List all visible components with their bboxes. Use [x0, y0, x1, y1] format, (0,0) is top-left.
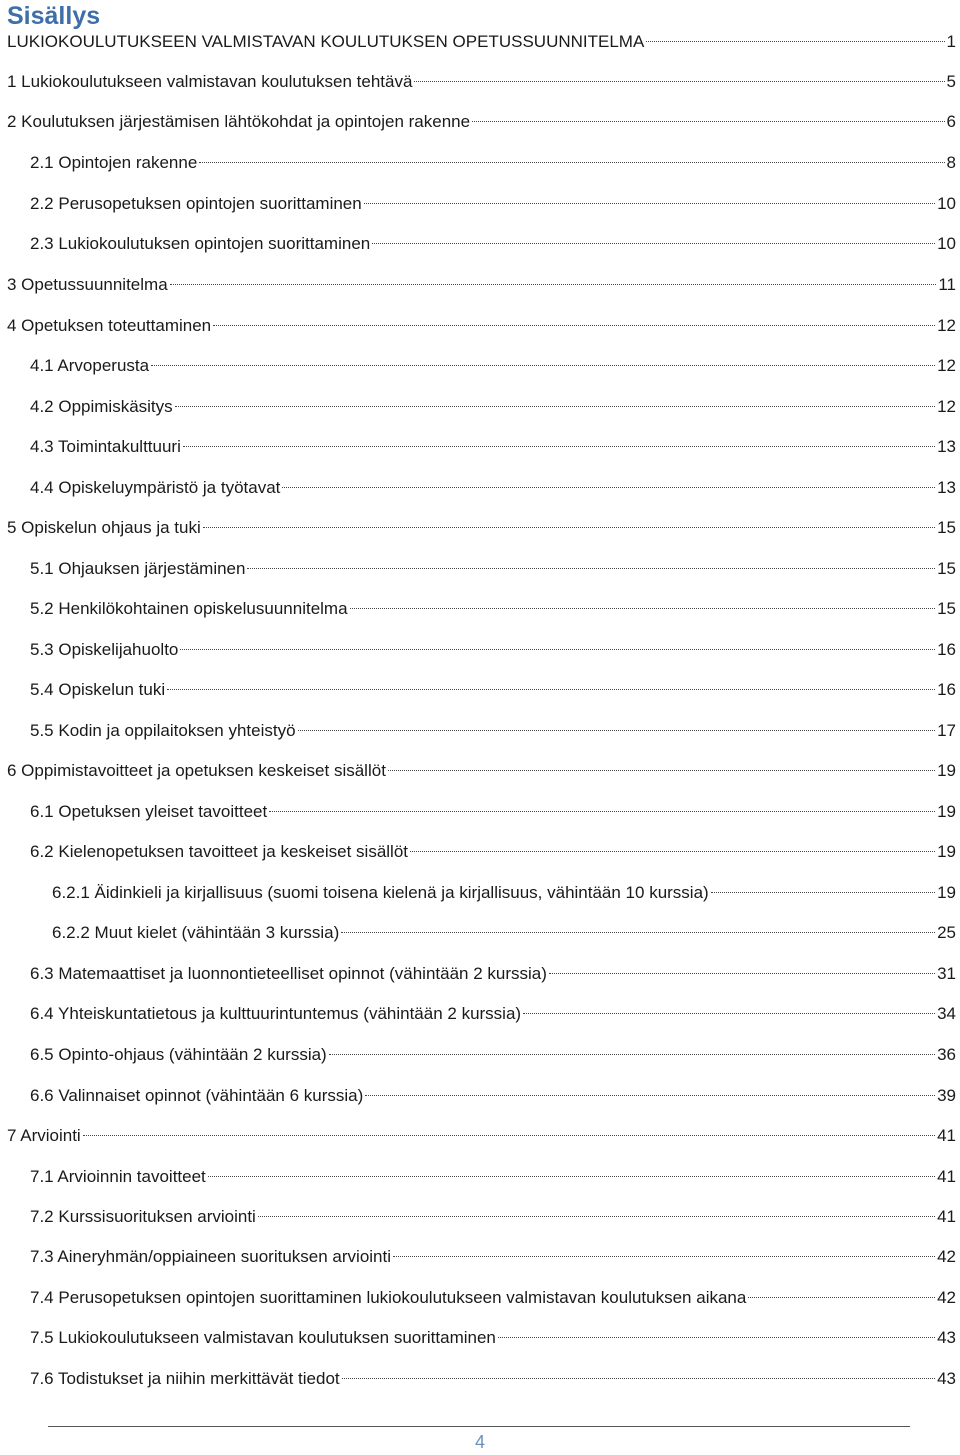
toc-entry-label: 2.2 Perusopetuksen opintojen suorittaminen: [30, 194, 362, 213]
toc-entry-page: 15: [937, 559, 956, 578]
dot-leader: [388, 770, 935, 771]
toc-entry-page: 6: [946, 112, 956, 131]
toc-entry-page: 36: [937, 1045, 956, 1064]
dot-leader: [748, 1297, 935, 1298]
toc-entry-label: 6.3 Matemaattiset ja luonnontieteelliset opinnot (vähintään 2 kurssia): [30, 964, 547, 983]
toc-entry[interactable]: [30, 840, 956, 864]
toc-entry-label: 6.6 Valinnaiset opinnot (vähintään 6 kurssia): [30, 1086, 364, 1105]
toc-entry-label: 6.2.1 Äidinkieli ja kirjallisuus (suomi toisena kielenä ja kirjallisuus, vähintään 10 kurssia): [52, 883, 709, 902]
dot-leader: [350, 608, 936, 609]
toc-entry-page: 11: [938, 275, 956, 294]
toc-entry-page: 25: [937, 923, 956, 942]
dot-leader: [170, 284, 937, 285]
dot-leader: [180, 649, 935, 650]
dot-leader: [208, 1176, 935, 1177]
toc-entry[interactable]: [30, 1084, 956, 1108]
toc-entry[interactable]: [7, 30, 956, 54]
toc-entry-page: 39: [937, 1086, 956, 1105]
dot-leader: [342, 1378, 935, 1379]
toc-entry-page: 43: [937, 1369, 956, 1388]
toc-entry-page: 19: [937, 842, 956, 861]
dot-leader: [329, 1054, 935, 1055]
toc-entry[interactable]: [30, 1326, 956, 1350]
footer-rule: [48, 1426, 910, 1427]
toc-entry[interactable]: [7, 70, 956, 94]
toc-entry-label: 7.4 Perusopetuksen opintojen suorittaminen lukiokoulutukseen valmistavan koulutuksen aikana: [30, 1288, 747, 1307]
dot-leader: [472, 121, 944, 122]
toc-entry-page: 31: [937, 964, 956, 983]
dot-leader: [151, 365, 935, 366]
dot-leader: [298, 730, 936, 731]
toc-entry-label: 5.4 Opiskelun tuki: [30, 680, 166, 699]
toc-entry[interactable]: [30, 962, 956, 986]
toc-entry-label: 3 Opetussuunnitelma: [7, 275, 168, 294]
toc-entry[interactable]: [7, 314, 956, 338]
toc-entry-label: 7.6 Todistukset ja niihin merkittävät tiedot: [30, 1369, 340, 1388]
toc-entry[interactable]: [30, 232, 956, 256]
toc-entry-page: 12: [937, 397, 956, 416]
toc-entry-label: 6.2.2 Muut kielet (vähintään 3 kurssia): [52, 923, 340, 942]
toc-entry-label: 6.4 Yhteiskuntatietous ja kulttuurintuntemus (vähintään 2 kurssia): [30, 1004, 522, 1023]
toc-entry-label: 2.3 Lukiokoulutuksen opintojen suorittaminen: [30, 234, 371, 253]
toc-entry-label: 4.2 Oppimiskäsitys: [30, 397, 173, 416]
toc-entry-page: 42: [937, 1247, 956, 1266]
toc-entry-page: 19: [937, 883, 956, 902]
toc-entry[interactable]: [30, 1165, 956, 1189]
dot-leader: [203, 527, 935, 528]
toc-entry[interactable]: [30, 435, 956, 459]
dot-leader: [393, 1256, 935, 1257]
toc-entry-page: 19: [937, 761, 956, 780]
toc-entry[interactable]: [7, 273, 956, 297]
toc-entry[interactable]: [30, 1367, 956, 1391]
dot-leader: [282, 487, 935, 488]
toc-entry-label: 5 Opiskelun ohjaus ja tuki: [7, 518, 201, 537]
toc-entry[interactable]: [30, 719, 956, 743]
toc-entry[interactable]: [7, 516, 956, 540]
dot-leader: [183, 446, 935, 447]
toc-entry-label: 2 Koulutuksen järjestämisen lähtökohdat ja opintojen rakenne: [7, 112, 471, 131]
toc-entry-label: 4.4 Opiskeluympäristö ja työtavat: [30, 478, 281, 497]
dot-leader: [83, 1135, 935, 1136]
toc-entry-label: 4.1 Arvoperusta: [30, 356, 150, 375]
toc-entry[interactable]: [30, 1205, 956, 1229]
toc-entry-page: 41: [937, 1207, 956, 1226]
toc-entry-page: 12: [937, 316, 956, 335]
toc-entry-page: 42: [937, 1288, 956, 1307]
toc-entry-label: 7 Arviointi: [7, 1126, 81, 1145]
toc-entry[interactable]: [30, 476, 956, 500]
toc-entry-page: 43: [937, 1328, 956, 1347]
page-number: 4: [474, 1432, 485, 1452]
dot-leader: [199, 162, 944, 163]
dot-leader: [410, 851, 935, 852]
toc-entry[interactable]: [30, 354, 956, 378]
toc-entry-label: 4.3 Toimintakulttuuri: [30, 437, 181, 456]
dot-leader: [711, 892, 935, 893]
toc-entry-page: 34: [937, 1004, 956, 1023]
dot-leader: [646, 41, 944, 42]
toc-entry-label: 7.2 Kurssisuorituksen arviointi: [30, 1207, 256, 1226]
dot-leader: [341, 932, 935, 933]
toc-entry[interactable]: [30, 395, 956, 419]
toc-entry[interactable]: [30, 800, 956, 824]
toc-entry[interactable]: [7, 1124, 956, 1148]
toc-entry-page: 1: [946, 32, 956, 51]
toc-entry[interactable]: [30, 1002, 956, 1026]
dot-leader: [523, 1013, 935, 1014]
toc-entry-label: 5.1 Ohjauksen järjestäminen: [30, 559, 246, 578]
dot-leader: [365, 1095, 935, 1096]
dot-leader: [213, 325, 935, 326]
toc-entry-label: 7.1 Arvioinnin tavoitteet: [30, 1167, 206, 1186]
dot-leader: [364, 203, 935, 204]
toc-entry-page: 13: [937, 437, 956, 456]
toc-entry-label: 6.1 Opetuksen yleiset tavoitteet: [30, 802, 268, 821]
toc-entry-label: 5.2 Henkilökohtainen opiskelusuunnitelma: [30, 599, 348, 618]
dot-leader: [258, 1216, 935, 1217]
toc-entry-page: 19: [937, 802, 956, 821]
toc-entry[interactable]: [30, 1245, 956, 1269]
toc-entry[interactable]: [30, 678, 956, 702]
toc-entry[interactable]: [7, 759, 956, 783]
dot-leader: [269, 811, 935, 812]
toc-entry-page: 10: [937, 234, 956, 253]
toc-entry-page: 16: [937, 680, 956, 699]
toc-entry-page: 15: [937, 599, 956, 618]
toc-entry[interactable]: [30, 1043, 956, 1067]
toc-entry-page: 8: [946, 153, 956, 172]
toc-entry[interactable]: [30, 1286, 956, 1310]
toc-entry-label: 4 Opetuksen toteuttaminen: [7, 316, 212, 335]
toc-entry[interactable]: [52, 921, 956, 945]
dot-leader: [549, 973, 935, 974]
toc-entry-label: 2.1 Opintojen rakenne: [30, 153, 198, 172]
dot-leader: [414, 81, 944, 82]
toc-entry-page: 12: [937, 356, 956, 375]
toc-entry[interactable]: [52, 881, 956, 905]
toc-entry-label: LUKIOKOULUTUKSEEN VALMISTAVAN KOULUTUKSEN OPETUSSUUNNITELMA: [7, 32, 645, 51]
toc-entry-label: 7.5 Lukiokoulutukseen valmistavan koulutuksen suorittaminen: [30, 1328, 496, 1347]
toc-entry-page: 16: [937, 640, 956, 659]
toc-entry-page: 41: [937, 1167, 956, 1186]
toc-entry-page: 17: [937, 721, 956, 740]
dot-leader: [498, 1337, 935, 1338]
toc-entry-label: 5.3 Opiskelijahuolto: [30, 640, 179, 659]
dot-leader: [175, 406, 935, 407]
toc-entry[interactable]: [7, 110, 956, 134]
toc-entry-label: 6.2 Kielenopetuksen tavoitteet ja keskeiset sisällöt: [30, 842, 409, 861]
toc-entry-label: 6.5 Opinto-ohjaus (vähintään 2 kurssia): [30, 1045, 327, 1064]
toc-entry[interactable]: [30, 151, 956, 175]
toc-entry[interactable]: [30, 638, 956, 662]
toc-entry[interactable]: [30, 557, 956, 581]
toc-entry-page: 13: [937, 478, 956, 497]
toc-entry-label: 1 Lukiokoulutukseen valmistavan koulutuksen tehtävä: [7, 72, 413, 91]
dot-leader: [247, 568, 935, 569]
toc-entry-label: 5.5 Kodin ja oppilaitoksen yhteistyö: [30, 721, 296, 740]
page-title: Sisällys: [7, 2, 101, 30]
toc-entry-page: 15: [937, 518, 956, 537]
toc-entry[interactable]: [30, 597, 956, 621]
toc-entry[interactable]: [30, 192, 956, 216]
toc-entry-page: 41: [937, 1126, 956, 1145]
toc-entry-label: 7.3 Aineryhmän/oppiaineen suorituksen arviointi: [30, 1247, 392, 1266]
toc-entry-page: 10: [937, 194, 956, 213]
dot-leader: [167, 689, 935, 690]
toc-entry-label: 6 Oppimistavoitteet ja opetuksen keskeiset sisällöt: [7, 761, 386, 780]
toc-entry-page: 5: [946, 72, 956, 91]
dot-leader: [372, 243, 935, 244]
